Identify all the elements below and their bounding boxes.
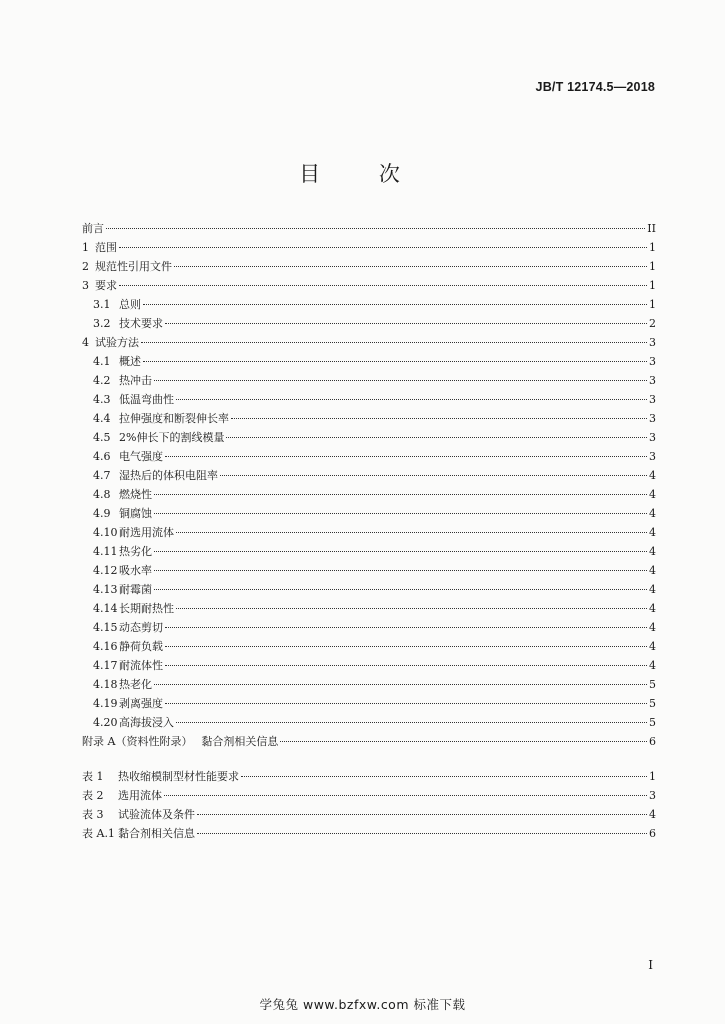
page-title: 目 次	[299, 162, 426, 186]
entry-label: 概述	[119, 355, 141, 368]
entry-label: 试验流体及条件	[118, 808, 195, 821]
dot-leader	[119, 284, 647, 286]
entry-number: 2	[82, 260, 89, 273]
entry-page-number: 2	[649, 317, 656, 330]
toc-entry[interactable]	[82, 428, 656, 447]
entry-page-number: II	[647, 222, 656, 235]
entry-label: 热冲击	[119, 374, 152, 387]
dot-leader	[143, 360, 647, 362]
toc-entry[interactable]	[82, 580, 656, 599]
entry-number: 3	[82, 279, 89, 292]
entry-page-number: 1	[649, 298, 656, 311]
entry-page-number: 4	[649, 488, 656, 501]
entry-number: 4	[82, 336, 89, 349]
entry-page-number: 4	[649, 659, 656, 672]
entry-number: 表 1	[82, 770, 104, 783]
entry-page-number: 1	[649, 241, 656, 254]
entry-number: 4.10	[93, 526, 118, 539]
list-of-tables	[82, 767, 656, 843]
toc-entry[interactable]	[82, 466, 656, 485]
toc-entry[interactable]	[82, 371, 656, 390]
dot-leader	[165, 322, 647, 324]
entry-page-number: 1	[649, 279, 656, 292]
entry-page-number: 4	[649, 583, 656, 596]
entry-page-number: 3	[649, 355, 656, 368]
entry-number: 4.13	[93, 583, 118, 596]
entry-page-number: 5	[649, 716, 656, 729]
dot-leader	[231, 417, 647, 419]
toc-entry[interactable]	[82, 675, 656, 694]
entry-label: 电气强度	[119, 450, 163, 463]
entry-page-number: 3	[649, 450, 656, 463]
dot-leader	[176, 607, 647, 609]
entry-label: 2%伸长下的割线模量	[119, 431, 225, 444]
entry-number: 1	[82, 241, 89, 254]
entry-page-number: 6	[649, 735, 656, 748]
entry-label: 拉伸强度和断裂伸长率	[119, 412, 229, 425]
entry-number: 3.2	[93, 317, 111, 330]
entry-page-number: 1	[649, 770, 656, 783]
dot-leader	[226, 436, 647, 438]
table-of-contents	[82, 219, 656, 751]
entry-number: 4.6	[93, 450, 111, 463]
entry-number: 4.15	[93, 621, 118, 634]
dot-leader	[154, 683, 647, 685]
toc-entry[interactable]	[82, 599, 656, 618]
toc-entry[interactable]	[82, 219, 656, 238]
toc-entry[interactable]	[82, 561, 656, 580]
entry-number: 4.7	[93, 469, 111, 482]
footer-watermark: 学兔兔 www.bzfxw.com 标准下载	[259, 997, 466, 1012]
dot-leader	[197, 813, 647, 815]
dot-leader	[176, 398, 647, 400]
entry-page-number: 3	[649, 412, 656, 425]
dot-leader	[154, 550, 647, 552]
dot-leader	[241, 775, 647, 777]
entry-page-number: 3	[649, 431, 656, 444]
dot-leader	[154, 588, 647, 590]
entry-label: 动态剪切	[119, 621, 163, 634]
entry-label: 吸水率	[119, 564, 152, 577]
entry-page-number: 4	[649, 621, 656, 634]
dot-leader	[106, 227, 645, 229]
entry-number: 4.1	[93, 355, 111, 368]
entry-page-number: 3	[649, 374, 656, 387]
toc-entry[interactable]	[82, 618, 656, 637]
toc-entry[interactable]	[82, 276, 656, 295]
entry-number: 4.12	[93, 564, 118, 577]
standard-code: JB/T 12174.5—2018	[535, 80, 655, 94]
dot-leader	[141, 341, 647, 343]
toc-entry[interactable]	[82, 485, 656, 504]
entry-label: 要求	[95, 279, 117, 292]
entry-label: 耐流体性	[119, 659, 163, 672]
entry-number: 4.3	[93, 393, 111, 406]
dot-leader	[154, 512, 647, 514]
entry-number: 4.8	[93, 488, 111, 501]
entry-label: 湿热后的体积电阻率	[119, 469, 218, 482]
toc-entry[interactable]	[82, 637, 656, 656]
dot-leader	[154, 493, 647, 495]
dot-leader	[174, 265, 647, 267]
toc-entry[interactable]	[82, 504, 656, 523]
dot-leader	[197, 832, 647, 834]
dot-leader	[165, 645, 647, 647]
toc-entry[interactable]	[82, 314, 656, 333]
entry-label: 耐霉菌	[119, 583, 152, 596]
entry-number: 4.9	[93, 507, 111, 520]
entry-label: 低温弯曲性	[119, 393, 174, 406]
entry-number: 4.19	[93, 697, 118, 710]
toc-entry[interactable]	[82, 333, 656, 352]
entry-label: 选用流体	[118, 789, 162, 802]
toc-entry[interactable]	[82, 409, 656, 428]
toc-entry[interactable]	[82, 447, 656, 466]
entry-page-number: 3	[649, 393, 656, 406]
dot-leader	[220, 474, 647, 476]
toc-entry[interactable]	[82, 767, 656, 786]
entry-number: 表 2	[82, 789, 104, 802]
toc-entry[interactable]	[82, 542, 656, 561]
toc-entry[interactable]	[82, 390, 656, 409]
entry-page-number: 4	[649, 640, 656, 653]
toc-entry[interactable]	[82, 824, 656, 843]
entry-label: 长期耐热性	[119, 602, 174, 615]
entry-page-number: 5	[649, 697, 656, 710]
entry-page-number: 4	[649, 469, 656, 482]
entry-label: 技术要求	[119, 317, 163, 330]
entry-page-number: 3	[649, 789, 656, 802]
toc-entry[interactable]	[82, 805, 656, 824]
entry-page-number: 4	[649, 507, 656, 520]
entry-label: 附录 A（资料性附录） 黏合剂相关信息	[82, 735, 279, 748]
entry-number: 4.11	[93, 545, 118, 558]
entry-label: 铜腐蚀	[119, 507, 152, 520]
entry-page-number: 4	[649, 564, 656, 577]
entry-label: 剥离强度	[119, 697, 163, 710]
entry-page-number: 1	[649, 260, 656, 273]
entry-number: 4.18	[93, 678, 118, 691]
toc-entry[interactable]	[82, 523, 656, 542]
dot-leader	[165, 664, 647, 666]
toc-entry[interactable]	[82, 238, 656, 257]
entry-label: 热收缩模制型材性能要求	[118, 770, 239, 783]
entry-label: 前言	[82, 222, 104, 235]
toc-entry[interactable]	[82, 656, 656, 675]
entry-label: 试验方法	[95, 336, 139, 349]
entry-label: 高海拔浸入	[119, 716, 174, 729]
entry-number: 4.2	[93, 374, 111, 387]
entry-label: 热老化	[119, 678, 152, 691]
entry-label: 燃烧性	[119, 488, 152, 501]
entry-number: 4.16	[93, 640, 118, 653]
entry-page-number: 4	[649, 526, 656, 539]
entry-page-number: 4	[649, 545, 656, 558]
entry-label: 热劣化	[119, 545, 152, 558]
entry-number: 4.14	[93, 602, 118, 615]
toc-entry[interactable]	[82, 352, 656, 371]
entry-page-number: 4	[649, 602, 656, 615]
entry-number: 4.17	[93, 659, 118, 672]
toc-entry[interactable]	[82, 295, 656, 314]
toc-entry[interactable]	[82, 257, 656, 276]
dot-leader	[119, 246, 647, 248]
entry-label: 范围	[95, 241, 117, 254]
dot-leader	[143, 303, 647, 305]
entry-page-number: 3	[649, 336, 656, 349]
entry-page-number: 6	[649, 827, 656, 840]
dot-leader	[165, 455, 647, 457]
toc-entry[interactable]	[82, 732, 656, 751]
entry-number: 表 A.1	[82, 827, 115, 840]
dot-leader	[280, 740, 647, 742]
entry-page-number: 5	[649, 678, 656, 691]
entry-label: 规范性引用文件	[95, 260, 172, 273]
dot-leader	[164, 794, 647, 796]
dot-leader	[165, 702, 647, 704]
dot-leader	[154, 379, 647, 381]
toc-entry[interactable]	[82, 694, 656, 713]
dot-leader	[154, 569, 647, 571]
page-number: I	[648, 958, 653, 972]
toc-entry[interactable]	[82, 713, 656, 732]
entry-number: 4.4	[93, 412, 111, 425]
entry-label: 耐选用流体	[119, 526, 174, 539]
dot-leader	[165, 626, 647, 628]
entry-label: 静荷负载	[119, 640, 163, 653]
entry-page-number: 4	[649, 808, 656, 821]
toc-entry[interactable]	[82, 786, 656, 805]
entry-number: 4.20	[93, 716, 118, 729]
dot-leader	[176, 721, 647, 723]
entry-number: 4.5	[93, 431, 111, 444]
entry-number: 表 3	[82, 808, 104, 821]
entry-label: 总则	[119, 298, 141, 311]
dot-leader	[176, 531, 647, 533]
entry-number: 3.1	[93, 298, 111, 311]
entry-label: 黏合剂相关信息	[118, 827, 195, 840]
